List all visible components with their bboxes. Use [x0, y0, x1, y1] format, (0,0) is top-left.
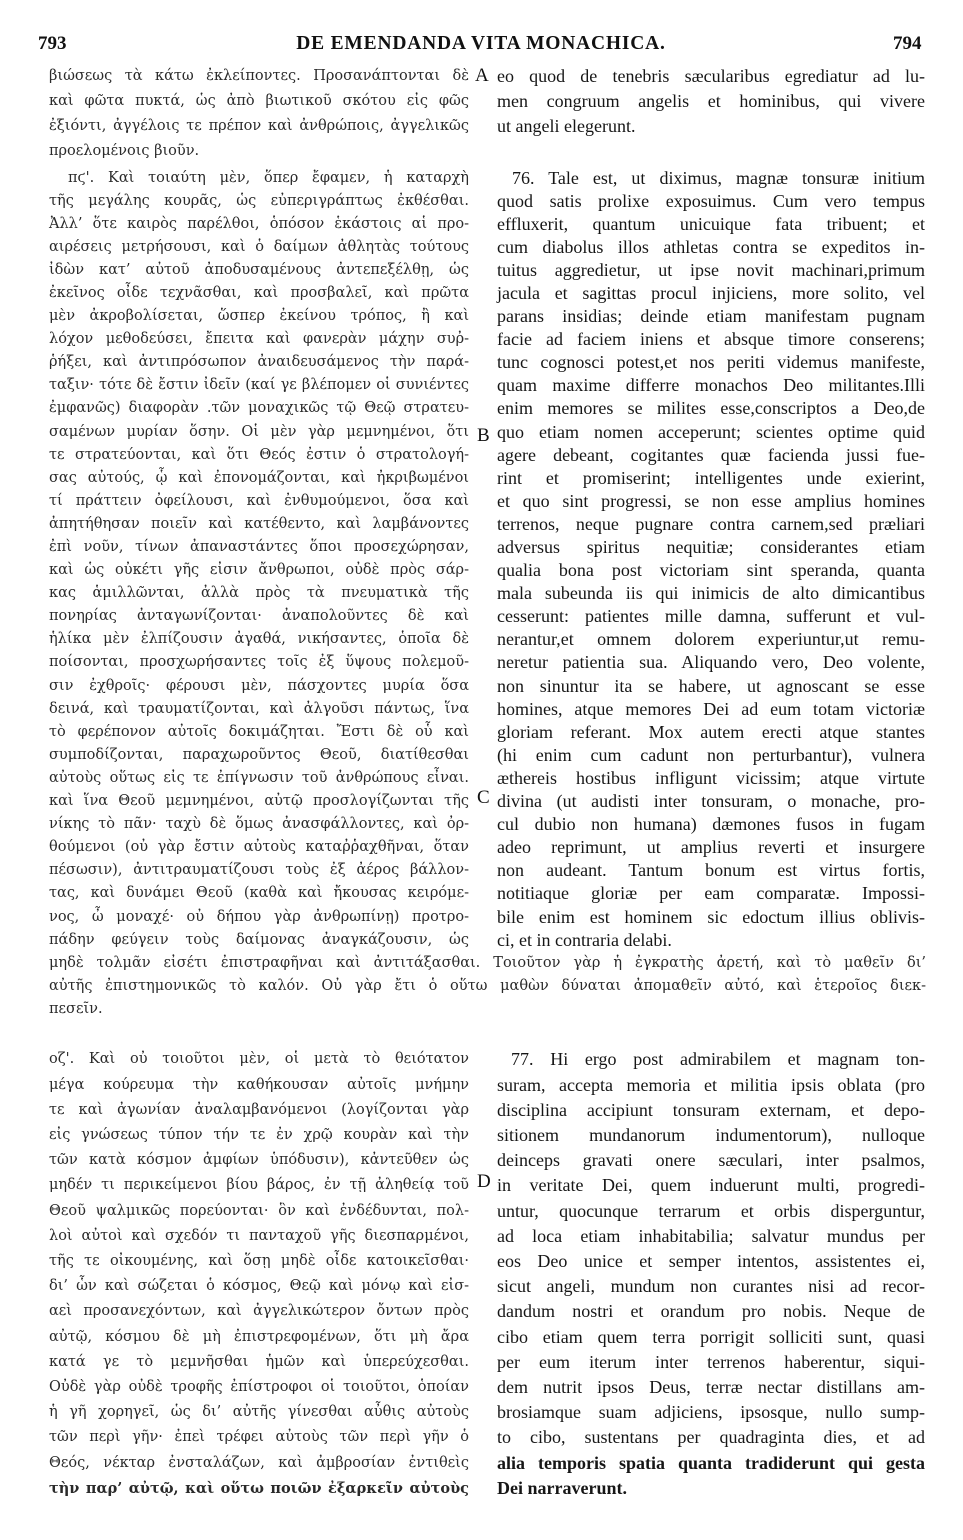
latin-text-line: cum diabolus illos athletas contra se expeditos in- — [497, 236, 925, 257]
latin-text-line: Dei narraverunt. — [497, 1477, 627, 1498]
latin-text-line: neretur patientia sua. Aliquando vero, Deo volente, — [497, 652, 925, 673]
greek-full-width-lines — [49, 952, 926, 1021]
page-number-left: 793 — [38, 33, 67, 54]
greek-column-section-76 — [49, 167, 469, 952]
latin-text-line: in veritate Dei, quem induerunt multi, progredi- — [497, 1175, 925, 1196]
greek-text-line: προελομένοις βιοῦν. — [49, 142, 200, 159]
greek-text-line: τῶν περὶ γῆν· ἐπεὶ τρέφει αὐτοὺς τῶν περὶ γῆν ὁ — [49, 1429, 469, 1446]
latin-text-line: tunc cognosci potest,et nos periti videmus manifeste, — [497, 352, 925, 373]
latin-text-line: alia temporis spatia quanta tradiderunt qui gesta — [497, 1452, 925, 1473]
latin-text-line: deinceps gravati onere sæculari, inter psalmos, — [497, 1150, 925, 1171]
greek-text-line: καὶ φῶτα πυκτά, ὡς ἀπὸ βιωτικοῦ σκότου εἰς φῶς — [49, 92, 469, 109]
latin-text-line: cul dubio non humana) dæmones fusos in fugam — [497, 814, 925, 835]
greek-text-line: λόχον μεθοδεύσει, ἔπειτα καὶ φανερὰν μάχην συῤ- — [49, 331, 469, 348]
greek-column-top — [49, 64, 469, 164]
greek-text-line: δεινά, καὶ τραυματίζονται, καὶ ἀλγοῦσι πάντως, ἵνα — [49, 700, 469, 717]
greek-text-line: Θεοῦ ψαλμικῶς πορεύονται· ὃν καὶ ἐνδέδυνται, πολ- — [49, 1202, 469, 1219]
greek-text-line: τῆς τε οἰκουμένης, καὶ ὅσῃ μηδὲ οἶδε κατοικεῖσθαι· — [49, 1253, 469, 1270]
greek-text-line: ἡλίκα μὲν ἐλπίζουσιν ἀγαθά, νικήσαντες, ὁποῖα δὲ — [49, 631, 469, 648]
latin-text-line: agere debeant, cogitantes quæ facienda jussi fue- — [497, 444, 925, 465]
greek-text-line: κας ἁμιλλῶνται, ἀλλὰ πρὸς τὰ πνευματικὰ τῆς — [49, 585, 469, 602]
greek-text-line: τας, καὶ δυνάμει Θεοῦ (καθὰ καὶ ἤκουσας κειρόμε- — [49, 885, 469, 902]
greek-text-line: αὐτῷ, κόσμου δὲ μὴ ἐπιστρεφομένων, ὅτι μὴ ἄρα — [49, 1328, 469, 1345]
latin-text-line: to cibo, sustentans per quadraginta dies, et ad — [497, 1427, 925, 1448]
latin-text-line: untur, quocunque terrarum et orbis disperguntur, — [497, 1200, 925, 1221]
latin-column-top — [497, 64, 925, 139]
latin-text-line: sitionem mundanorum indumentorum), nulloque — [497, 1125, 925, 1145]
latin-text-line: quod satis prolixe exposuimus. Cum vero tempus — [497, 190, 925, 211]
latin-text-line: eos Deo unice et semper intentos, assistentes ei, — [497, 1251, 925, 1272]
latin-text-line: quo etiam nomen acceperunt; scientes optime quid — [497, 421, 925, 442]
latin-text-line: adversus spiritus nequitiæ; considerantes etiam — [497, 537, 925, 557]
greek-text-line: ταξιν· τότε δὲ ἔστιν ἰδεῖν (καί γε βλέπομεν οἱ συνιέντες — [49, 377, 469, 394]
greek-text-line: ἐκεῖνος οἶδε τεχνᾶσθαι, καὶ προσβαλεῖ, καὶ πρῶτα — [49, 284, 469, 301]
greek-text-line: πϛ'. Καὶ τοιαύτη μὲν, ὅπερ ἔφαμεν, ἡ καταρχὴ — [68, 169, 469, 186]
latin-text-line: ad loca etiam inhabitabilia; salvatur mundus per — [497, 1225, 925, 1246]
latin-text-line: ut angeli elegerunt. — [497, 115, 636, 136]
greek-text-line: εἰς γνώσεως τύπον τήν τε ἐν χρῷ κουρὰν καὶ τὴν — [49, 1127, 469, 1143]
latin-text-line: brosiamque suam adjiciens, ipsosque, nullo sump- — [497, 1402, 925, 1423]
greek-text-line: ποίσονται, προσχωρήσαντες τοῖς ἐξ ὕψους πολεμοῦ- — [49, 654, 469, 671]
greek-text-line: καὶ ὡς οὐκέτι γῆς εἰσιν ἄνθρωποι, οὐδὲ πρὸς σάρ- — [49, 562, 469, 579]
margin-letter-d: D — [477, 1171, 491, 1192]
latin-text-line: tuitus aggredietur, ut ipse novit machinari,primum — [497, 259, 925, 280]
greek-text-line: μέγα κούρευμα τὴν καθήκουσαν αὐτοῖς μνήμην — [49, 1076, 469, 1093]
greek-text-line: σας αὐτούς, ᾧ καὶ ἐπονομάζονται, καὶ ἠκριβωμένοι — [49, 469, 469, 486]
latin-text-line: divina (ut audisti inter tonsuram, o monache, pro- — [497, 791, 925, 812]
greek-text-line: νος, ὦ μοναχέ· οὐ δήπου γὰρ ἀνθρωπίνῃ) προτρο- — [49, 908, 469, 925]
latin-text-line: rint et promiserint; intelligentes unde exierint, — [497, 467, 925, 488]
greek-text-line: αιρέσεις μετρήσουσι, καὶ ὁ δαίμων ἀθλητὰς τούτους — [49, 238, 469, 255]
latin-text-line: cesserunt: patientes mille damna, sufferunt et vul- — [497, 606, 925, 627]
greek-text-line: πονηρίας ἀνταγωνίζονται· ἀναπολοῦντες δὲ καὶ — [49, 608, 469, 625]
greek-text-line: τί πράττειν ὀφείλουσι, καὶ ἐνθυμούμενοι, ὅσα καὶ — [49, 492, 469, 509]
latin-text-line: mala subeunda iis qui inimicis de alto dimicantibus — [497, 583, 925, 604]
greek-text-line: ἀπητήθησαν ποιεῖν καὶ κατέθεντο, καὶ λαμβάνοντες — [49, 515, 469, 532]
greek-text-line: συμποδίζονται, παραχωροῦντος Θεοῦ, διατίθεσθαι — [49, 746, 469, 763]
greek-text-line: τε στρατεύονται, καὶ ὅτι Θεός ἐστιν ὁ στρατολογή- — [49, 446, 469, 463]
margin-letter-c: C — [477, 787, 490, 808]
latin-text-line: men congruum angelis et hominibus, qui vivere — [497, 90, 925, 111]
latin-text-line: homines, atque memores Dei ad eum totam victoriæ — [497, 698, 925, 719]
latin-text-line: notitiaque gloriæ per eam comparatæ. Impossi- — [497, 883, 925, 904]
greek-text-line: πέσωσιν), ἀντιτραυματίζουσι τοὺς ἐξ ἀέρος βάλλον- — [49, 862, 469, 879]
latin-text-line: parans insidias; deinde etiam manifestam pugnam — [497, 306, 925, 327]
page-number-right: 794 — [893, 33, 922, 54]
greek-text-line: μηδέν τι περικείμενοι βίου βάρος, ἐν τῇ ἀληθείᾳ τοῦ — [49, 1177, 469, 1194]
latin-text-line: terrenos, neque pugnare contra carnem,sed præliari — [497, 513, 925, 534]
latin-text-line: jacula et sagittas procul injiciens, more solito, vel — [497, 282, 925, 303]
latin-text-line: facie ad faciem iniens et absque timore conserens; — [497, 329, 925, 350]
greek-text-line: ῥήξει, καὶ ἀντιπρόσωπον ἀναιδευσάμενος τὴν παρά- — [49, 354, 469, 371]
greek-text-line: σιν ἐχθροῖς· φέρουσι μὲν, πάσχοντες μυρία ὅσα — [49, 677, 469, 694]
greek-text-line: σαμένων μυρίαν ὅσην. Οἱ μὲν γὰρ μεμνημένοι, ὅτι — [49, 423, 469, 440]
latin-text-line: disciplina accipiunt tonsuram externam, et depo- — [497, 1099, 925, 1120]
latin-text-line: sicut angeli, mundum non curantes nisi ad recor- — [497, 1276, 925, 1297]
greek-text-line: βιώσεως τὰ κάτω ἐκλείποντες. Προσανάπτονται δὲ — [49, 67, 469, 84]
latin-text-line: bile enim est hominem sic edoctum illius oblivis- — [497, 906, 925, 927]
latin-text-line: non audeant. Tantum bonum est virtus fortis, — [497, 860, 925, 881]
greek-text-line: πεσεῖν. — [49, 1001, 103, 1018]
greek-text-line: Θεός, νέκταρ ἐνσταλάζων, καὶ ἀμβροσίαν ἐντιθεὶς — [49, 1454, 469, 1471]
latin-text-line: suram, accepta memoria et militia ipsis oblata (pro — [497, 1074, 925, 1095]
greek-text-line: οζ'. Καὶ οὐ τοιοῦτοι μὲν, οἱ μετὰ τὸ θειότατον — [49, 1051, 469, 1068]
latin-text-line: effluxerit, quantum unicuique fata tribuent; et — [497, 213, 925, 234]
greek-text-line: μηδὲ τολμᾶν εἰσέτι ἐπιστραφῆναι καὶ ἀντιτάξασθαι. Τοιοῦτον γὰρ ἡ ἐγκρατὴς ἀρετή, καὶ τὸ μαθεῖν δι’ — [49, 954, 926, 971]
greek-text-line: ἡ γῆ χορηγεῖ, ὡς δι’ αὐτῆς γίνεσθαι αὖθις αὐτοὺς — [49, 1404, 469, 1421]
greek-text-line: νίκης τὸ πᾶν· ταχὺ δὲ ὅμως ἀνασφάλλοντες, καὶ ὀρ- — [49, 816, 469, 833]
greek-column-section-77 — [49, 1047, 469, 1501]
greek-text-line: τῆς μεγάλης κουρᾶς, ὡς εὐπεριγράπτως ἐκθέσθαι. — [49, 192, 469, 209]
greek-text-line: αὐτῆς ἐπιστημονικῶς τὸ καλόν. Οὐ γὰρ ἔτι ὁ οὕτω μαθὼν δύναται ἀπομαθεῖν αὐτό, καὶ ἑτεροῖος διεκ- — [49, 977, 926, 994]
greek-text-line: θούμενοι (οὐ γὰρ ἔστιν αὐτοὺς καταῤῥαχθῆναι, ὅταν — [49, 839, 469, 856]
greek-text-line: αεὶ προσανεχόντων, καὶ ἀγγελικώτερον ὄντων πρὸς — [49, 1303, 469, 1320]
greek-text-line: τὸ φερέπονον αὐτοῖς δοκιμάζηται. Ἔστι δὲ οὗ καὶ — [49, 723, 469, 740]
latin-text-line: qualia bona post victoriam sint speranda, quanta — [497, 560, 925, 581]
latin-text-line: et quo sint progressi, se non esse amplius homines — [497, 490, 925, 511]
margin-letter-b: B — [477, 425, 490, 446]
latin-text-line: æthereis hostibus infligunt vicissim; atque virtute — [497, 767, 925, 788]
greek-text-line: ἐπὶ νοῦν, τίνων ἀπαναστάντες ὅποι προσεχώρησαν, — [49, 539, 469, 555]
greek-text-line: πάδην φεύγειν τοὺς δαίμονας ἀναγκάζουσιν, ὡς — [49, 931, 469, 948]
latin-text-line: adeo reprimunt, ut amplius reverti et insurgere — [497, 837, 925, 858]
greek-text-line: τε καὶ ἀγωνίαν ἀναλαμβανόμενοι (λογίζονται γὰρ — [49, 1101, 469, 1118]
latin-text-line: quam maxime differre monachos Deo militantes.Illi — [497, 375, 925, 396]
latin-text-line: 77. Hi ergo post admirabilem et magnam ton- — [511, 1049, 925, 1070]
greek-text-line: μὲν ἀκροβολίσεται, ὥσπερ ἐκείνου τρόπος, ἢ καὶ — [49, 308, 469, 325]
latin-text-line: (hi enim cum cadunt non perturbantur), vulnera — [497, 744, 925, 765]
greek-text-line: κατά γε τὸ μεμνῆσθαι ἡμῶν καὶ ὑπερεύχεσθαι. — [49, 1353, 469, 1370]
greek-text-line: Οὐδὲ γὰρ οὐδὲ τροφῆς ἐπίστροφοι οἱ τοιοῦτοι, ὁποίαν — [49, 1379, 469, 1396]
latin-column-section-76 — [497, 167, 925, 952]
margin-letter-a: A — [475, 65, 489, 86]
latin-text-line: cibo etiam quem terra porrigit solliciti sunt, quasi — [497, 1326, 925, 1347]
latin-text-line: dandum nostri et orandum pro nobis. Neque de — [497, 1301, 925, 1322]
latin-text-line: ci, et in contraria delabi. — [497, 929, 672, 950]
latin-text-line: eo quod de tenebris sæcularibus egrediatur ad lu- — [497, 65, 925, 86]
greek-text-line: τῶν κατὰ κόσμον ἀμφίων ὑπόδυσιν), κἀντεῦθεν ὡς — [49, 1152, 469, 1169]
latin-text-line: gloriam referant. Mox autem erecti atque stantes — [497, 721, 925, 742]
latin-text-line: per eum iterum inter terrenos haberentur, siqui- — [497, 1351, 925, 1372]
greek-text-line: καὶ ἵνα Θεοῦ μεμνημένοι, αὐτῷ προσλογίζωνται τῆς — [49, 793, 469, 810]
latin-text-line: non sinuntur ita se habere, ut agnoscant se esse — [497, 675, 925, 696]
latin-text-line: nerantur,et omnem dolorem experiuntur,ut remu- — [497, 629, 925, 650]
greek-text-line: ἐμφανῶς) διαφορὰν .τῶν μοναχικῶς τῷ Θεῷ στρατευ- — [49, 400, 469, 417]
greek-text-line: τὴν παρ’ αὐτῷ, καὶ οὕτω ποιῶν ἐξαρκεῖν αὐτοὺς — [49, 1479, 469, 1497]
latin-text-line: enim memores se milites esse,conscriptos a Deo,de — [497, 398, 925, 419]
latin-text-line: 76. Tale est, ut diximus, magnæ tonsuræ initium — [512, 167, 925, 188]
greek-text-line: δι’ ὧν καὶ σώζεται ὁ κόσμος, Θεῷ καὶ μόνῳ καὶ εἰσ- — [49, 1278, 469, 1295]
greek-text-line: Ἀλλ’ ὅτε καιρὸς παρέλθοι, ὁπόσον ἑκάστοις αἱ προ- — [49, 215, 469, 232]
greek-text-line: αὐτοὺς οὕτως εἰς τε ἐπίγνωσιν τοῦ ἀνθρώπους εἶναι. — [49, 769, 469, 786]
running-title: DE EMENDANDA VITA MONACHICA. — [296, 33, 666, 54]
greek-text-line: ἐξιόντι, ἀγγέλοις τε πρέπον καὶ ἀνθρώποις, ἀγγελικῶς — [49, 117, 469, 134]
latin-column-section-77 — [497, 1047, 925, 1501]
greek-text-line: λοὶ αὐτοὶ καὶ σχεδόν τι πανταχοῦ γῆς διεσπαρμένοι, — [49, 1227, 469, 1244]
latin-text-line: dem nutrit ipsos Deus, terræ nectar distillans am- — [497, 1377, 925, 1398]
greek-text-line: ἰδὼν κατ’ αὐτοῦ ἀποδυσαμένους ἀντεπεξέλθῃ, ὡς — [49, 261, 469, 278]
